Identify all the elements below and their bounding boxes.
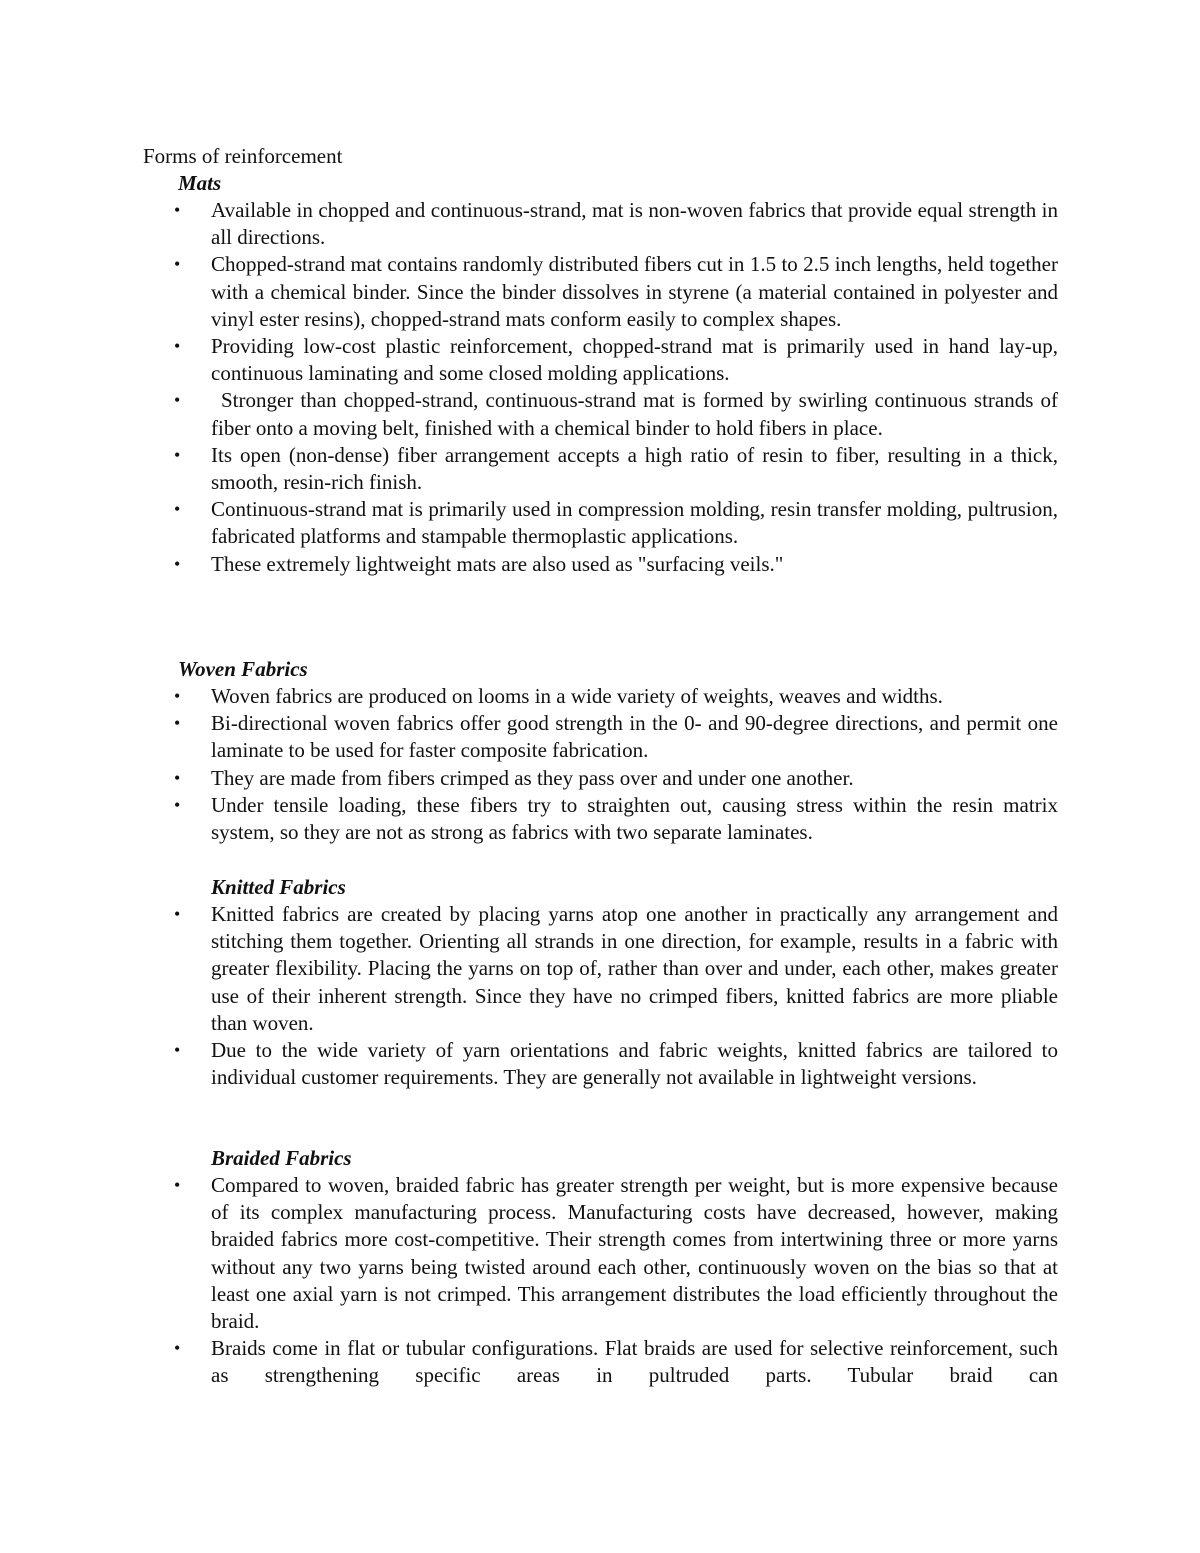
list-item-text: Due to the wide variety of yarn orientations and fabric weights, knitted fabrics are tailored to individual customer requirements. They are generally not available in lightweight versions. — [211, 1038, 1058, 1090]
list-item-text: Chopped-strand mat contains randomly distributed fibers cut in 1.5 to 2.5 inch lengths, held together with a chemical binder. Since the binder dissolves in styrene (a material contained in polyester and vinyl ester resins), chopped-strand mats conform easily to complex shapes. — [211, 252, 1058, 331]
list-item-text: Stronger than chopped-strand, continuous-strand mat is formed by swirling continuous strands of fiber onto a moving belt, finished with a chemical binder to hold fibers in place. — [211, 388, 1058, 440]
bullet-icon: • — [174, 254, 181, 275]
list-item-text: Knitted fabrics are created by placing yarns atop one another in practically any arrangement and stitching them together. Orienting all strands in one direction, for example, results in a fabric with greater flexibility. Placing the yarns on top of, rather than over and under, each other, makes greater use of their inherent strength. Since they have no crimped fibers, knitted fabrics are more pliable than woven. — [211, 902, 1058, 1035]
list-item — [174, 333, 1058, 387]
bullet-icon: • — [174, 794, 181, 815]
list-item-text: Its open (non-dense) fiber arrangement accepts a high ratio of resin to fiber, resulting in a thick, smooth, resin-rich finish. — [211, 442, 1058, 495]
bullet-icon: • — [174, 767, 181, 788]
bullet-icon: • — [174, 200, 181, 220]
bullet-icon: • — [174, 553, 181, 574]
bullet-list-mats — [174, 197, 1058, 578]
bullet-list-braided-fabrics — [174, 1172, 1058, 1390]
list-item — [174, 551, 1058, 578]
list-item-text: Compared to woven, braided fabric has greater strength per weight, but is more expensive because of its complex manufacturing process. Manufacturing costs have decreased, however, making braided fabrics more cost-competitive. Their strength comes from intertwining three or more yarns without any two yarns being twisted around each other, continuously woven on the bias so that at least one axial yarn is not crimped. This arrangement distributes the load efficiently throughout the braid. — [211, 1173, 1058, 1334]
list-item — [174, 792, 1058, 846]
list-item — [174, 197, 1058, 251]
list-item-text: Continuous-strand mat is primarily used in compression molding, resin transfer molding, pultrusion, fabricated platforms and stampable thermoplastic applications. — [211, 497, 1058, 549]
list-item-text: Under tensile loading, these fibers try to straighten out, causing stress within the resin matrix system, so they are not as strong as fabrics with two separate laminates. — [211, 792, 1058, 845]
section-heading-braided-fabrics: Braided Fabrics — [211, 1146, 352, 1170]
section-heading-woven-fabrics: Woven Fabrics — [178, 657, 308, 681]
bullet-list-knitted-fabrics — [174, 901, 1058, 1091]
bullet-icon: • — [174, 1175, 181, 1195]
bullet-icon: • — [174, 499, 181, 520]
list-item — [174, 1172, 1058, 1335]
list-item — [174, 1335, 1058, 1389]
list-item — [174, 683, 1058, 710]
list-item-text: Braids come in flat or tubular configurations. Flat braids are used for selective reinforcement, such as strengthening specific areas in pultruded parts. Tubular braid can — [211, 1336, 1058, 1388]
bullet-icon: • — [174, 713, 181, 734]
bullet-icon: • — [174, 1040, 181, 1061]
bullet-icon: • — [174, 390, 181, 411]
list-item-text: Bi-directional woven fabrics offer good strength in the 0- and 90-degree directions, and permit one laminate to be used for faster composite fabrication. — [211, 711, 1058, 763]
list-item-text: Available in chopped and continuous-strand, mat is non-woven fabrics that provide equal strength in all directions. — [211, 198, 1058, 250]
bullet-icon: • — [174, 904, 181, 924]
list-item — [174, 442, 1058, 496]
bullet-list-woven-fabrics — [174, 683, 1058, 846]
list-item-text: Woven fabrics are produced on looms in a wide variety of weights, weaves and widths. — [211, 684, 943, 708]
document-title: Forms of reinforcement — [143, 144, 343, 168]
list-item — [174, 710, 1058, 764]
list-item — [174, 765, 1058, 792]
bullet-icon: • — [174, 1338, 181, 1359]
bullet-icon: • — [174, 336, 181, 357]
bullet-icon: • — [174, 444, 181, 465]
list-item-text: They are made from fibers crimped as they pass over and under one another. — [211, 765, 854, 790]
list-item — [174, 251, 1058, 333]
bullet-icon: • — [174, 686, 181, 706]
list-item — [174, 496, 1058, 550]
list-item-text: These extremely lightweight mats are also used as "surfacing veils." — [211, 551, 784, 576]
list-item — [174, 387, 1058, 441]
list-item-text: Providing low-cost plastic reinforcement, chopped-strand mat is primarily used in hand lay-up, continuous laminating and some closed molding applications. — [211, 334, 1058, 386]
section-heading-mats: Mats — [178, 171, 222, 195]
list-item — [174, 901, 1058, 1037]
list-item — [174, 1037, 1058, 1091]
section-heading-knitted-fabrics: Knitted Fabrics — [211, 875, 346, 899]
